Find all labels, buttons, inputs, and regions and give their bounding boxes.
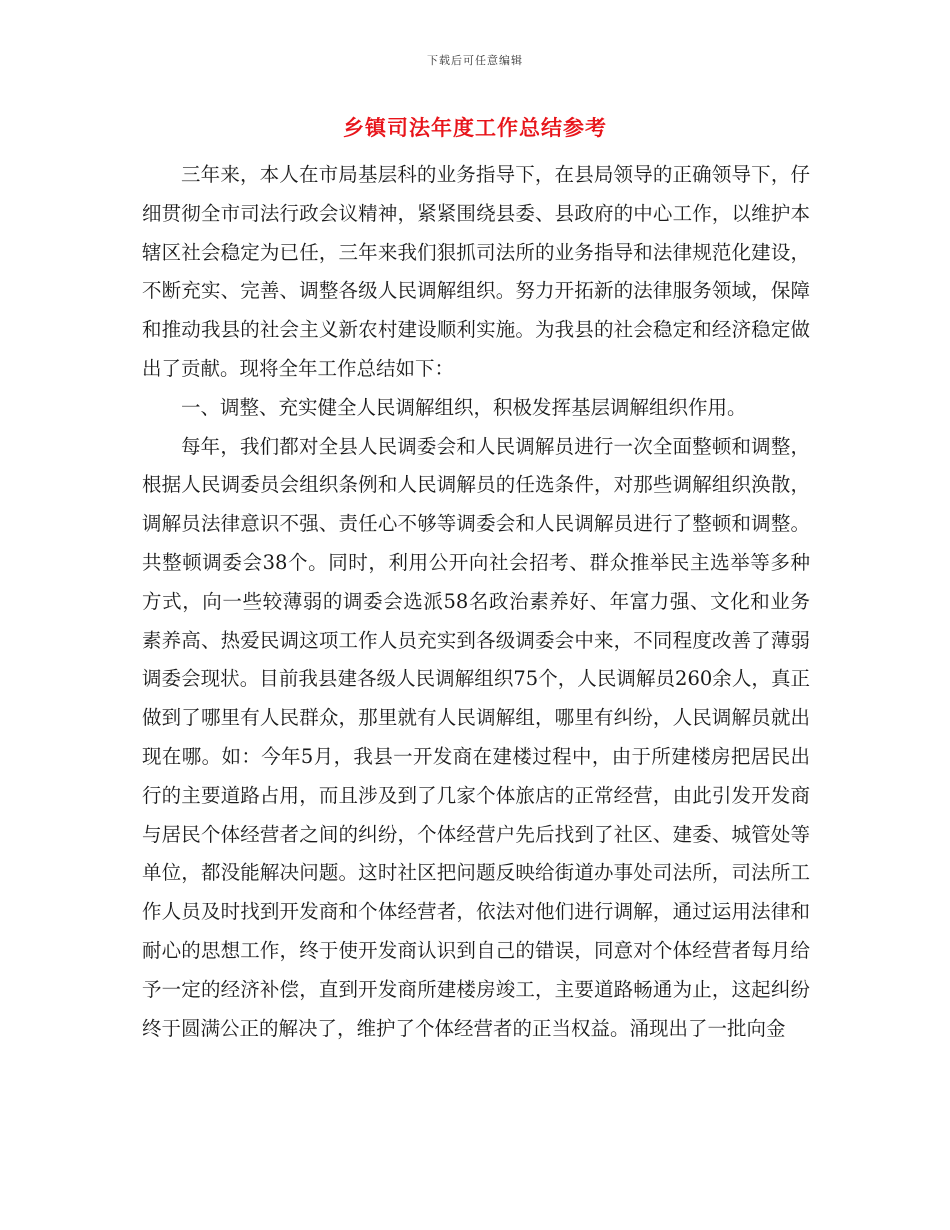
page-header-note: 下载后可任意编辑 [427,54,523,67]
paragraph-intro: 三年来，本人在市局基层科的业务指导下，在县局领导的正确领导下，仔细贯彻全市司法行政会议精神，紧紧围绕县委、县政府的中心工作，以维护本辖区社会稳定为已任，三年来我们狠抓司法所的业务指导和法律规范化建设，不断充实、完善、调整各级人民调解组织。努力开拓新的法律服务领域，保障和推动我县的社会主义新农村建设顺利实施。为我县的社会稳定和经济稳定做出了贡献。现将全年工作总结如下： [142,163,810,380]
document-body [142,156,810,1048]
document-title: 乡镇司法年度工作总结参考 [343,115,607,140]
paragraph-section-1: 每年，我们都对全县人民调委会和人民调解员进行一次全面整顿和调整，根据人民调委员会组织条例和人民调解员的任选条件，对那些调解组织涣散，调解员法律意识不强、责任心不够等调委会和人民调解员进行了整顿和调整。共整顿调委会38个。同时，利用公开向社会招考、群众推举民主选举等多种方式，向一些较薄弱的调委会选派58名政治素养好、年富力强、文化和业务素养高、热爱民调这项工作人员充实到各级调委会中来，不同程度改善了薄弱调委会现状。目前我县建各级人民调解组织75个，人民调解员260余人，真正做到了哪里有人民群众，那里就有人民调解组，哪里有纠纷，人民调解员就出现在哪。如：今年5月，我县一开发商在建楼过程中，由于所建楼房把居民出行的主要道路占用，而且涉及到了几家个体旅店的正常经营，由此引发开发商与居民个体经营者之间的纠纷，个体经营户先后找到了社区、建委、城管处等单位，都没能解决问题。这时社区把问题反映给街道办事处司法所，司法所工作人员及时找到开发商和个体经营者，依法对他们进行调解，通过运用法律和耐心的思想工作，终于使开发商认识到自己的错误，同意对个体经营者每月给予一定的经济补偿，直到开发商所建楼房竣工，主要道路畅通为止，这起纠纷终于圆满公正的解决了，维护了个体经营者的正当权益。涌现出了一批向金 [142,434,810,1040]
section-heading-1: 一、调整、充实健全人民调解组织，积极发挥基层调解组织作用。 [181,395,747,419]
